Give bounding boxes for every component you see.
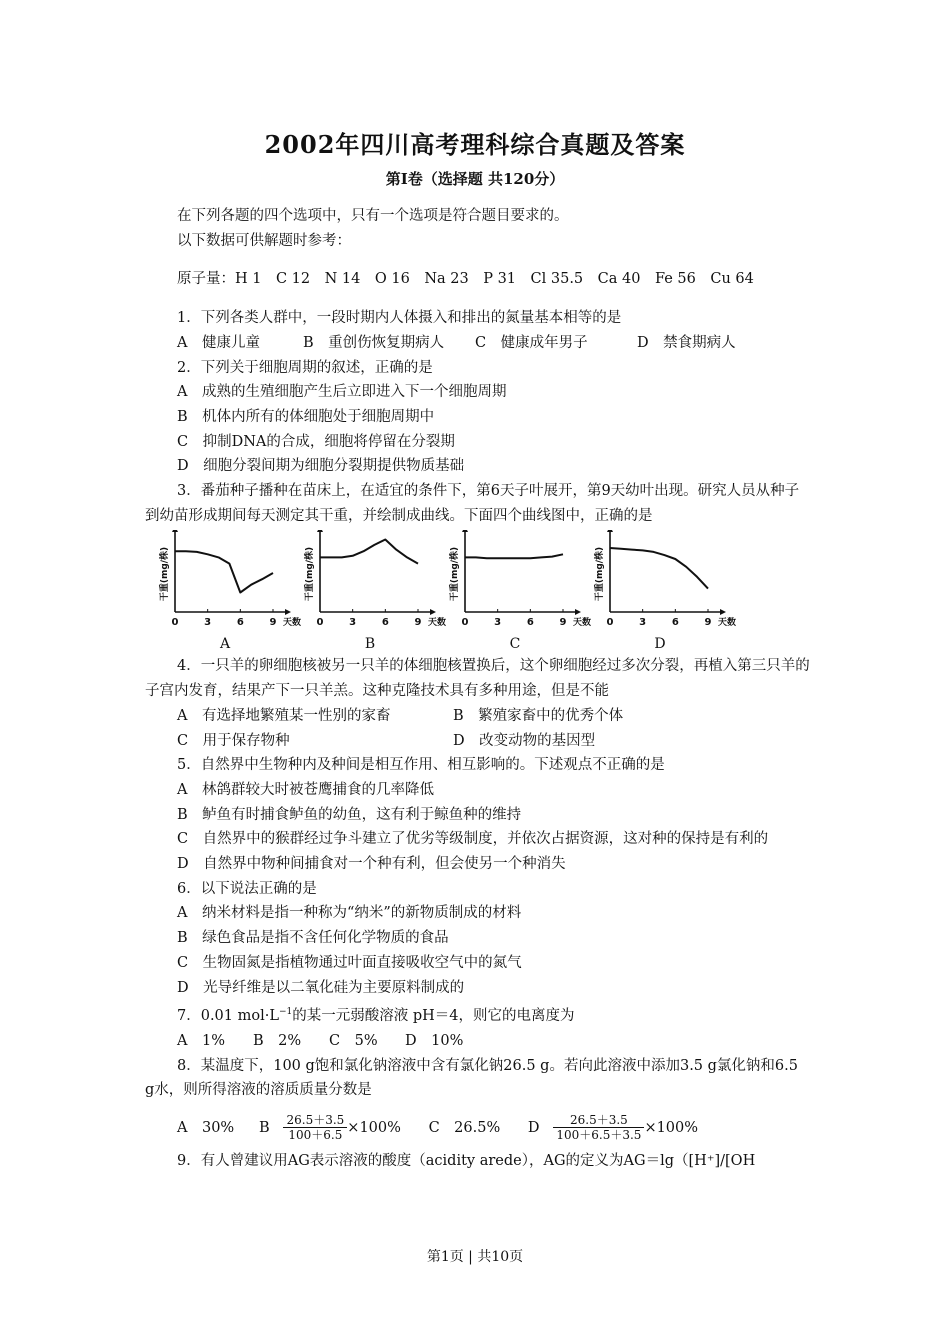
chart-a-tick-label-6: 6 bbox=[236, 617, 244, 629]
chart-b-caption: B bbox=[364, 636, 376, 653]
q8-option-d-fraction bbox=[553, 1113, 644, 1142]
q8-option-b-numerator: 26.5＋3.5 bbox=[283, 1113, 347, 1128]
q8-option-a: A 30% bbox=[177, 1119, 235, 1136]
q2-stem: 2．下列关于细胞周期的叙述，正确的是 bbox=[177, 359, 433, 376]
chart-c-tick-label-9: 9 bbox=[559, 617, 567, 629]
page-content bbox=[145, 204, 810, 1174]
chart-b-x-label: 天数 bbox=[428, 618, 447, 629]
chart-a-caption: A bbox=[219, 636, 231, 653]
chart-a-tick-label-9: 9 bbox=[269, 617, 277, 629]
page-footer: 第1页 | 共10页 bbox=[426, 1249, 524, 1265]
q8-option-b-fraction bbox=[283, 1113, 347, 1142]
q1-stem: 1．下列各类人群中，一段时期内人体摄入和排出的氮量基本相等的是 bbox=[177, 310, 622, 327]
q8-option-b-tail: ×100% bbox=[347, 1119, 401, 1136]
chart-b-tick-label-0: 0 bbox=[316, 617, 324, 629]
chart-a-tick-label-0: 0 bbox=[171, 617, 179, 629]
chart-d-tick-label-3: 3 bbox=[639, 617, 647, 629]
section-subtitle: 第Ⅰ卷（选择题 共120分） bbox=[385, 170, 565, 188]
chart-b-y-arrow bbox=[317, 530, 323, 532]
q1-options bbox=[145, 331, 810, 356]
chart-d-series-line bbox=[610, 548, 708, 589]
q4-options-row-1 bbox=[145, 704, 810, 729]
q8-option-d-tail: ×100% bbox=[644, 1119, 699, 1136]
q7-stem-a: 7．0.01 mol·L bbox=[177, 1008, 279, 1025]
q1-option-a: A 健康儿童 bbox=[177, 334, 260, 351]
atomic-mass-line: 原子量：H 1 C 12 N 14 O 16 Na 23 P 31 Cl 35.5 Ca 40 Fe 56 Cu 64 bbox=[177, 271, 754, 288]
chart-c-x-label: 天数 bbox=[573, 618, 592, 629]
q8-option-d-numerator: 26.5＋3.5 bbox=[553, 1113, 644, 1128]
q8-option-c: C 26.5% bbox=[428, 1119, 501, 1136]
chart-a-tick-label-3: 3 bbox=[204, 617, 212, 629]
q4-options-row-2 bbox=[145, 729, 810, 754]
q7-option-c: C 5% bbox=[329, 1032, 378, 1049]
q4-option-a: A 有选择地繁殖某一性别的家畜 bbox=[177, 707, 391, 724]
chart-c-y-label: 干重(mg/株) bbox=[450, 547, 460, 602]
q6-option-a: A 纳米材料是指一种称为“纳米”的新物质制成的材料 bbox=[177, 905, 522, 922]
chart-b-y-label: 干重(mg/株) bbox=[305, 547, 315, 602]
q3-chart-svg bbox=[145, 530, 810, 655]
chart-d-tick-label-0: 0 bbox=[606, 617, 614, 629]
q7-option-b: B 2% bbox=[253, 1032, 302, 1049]
chart-d-y-arrow bbox=[607, 530, 613, 532]
q1-option-d: D 禁食期病人 bbox=[637, 334, 736, 351]
chart-c-tick-label-6: 6 bbox=[526, 617, 534, 629]
q2-option-d: D 细胞分裂间期为细胞分裂期提供物质基础 bbox=[177, 458, 465, 475]
intro-line-2: 以下数据可供解题时参考： bbox=[177, 232, 351, 249]
q4-option-d: D 改变动物的基因型 bbox=[453, 732, 596, 749]
q3-charts bbox=[145, 530, 810, 653]
q5-option-c: C 自然界中的猴群经过争斗建立了优劣等级制度，并依次占据资源，这对种的保持是有利的 bbox=[177, 831, 769, 848]
chart-d-y-label: 干重(mg/株) bbox=[595, 547, 605, 602]
q8-option-b-denominator: 100＋6.5 bbox=[288, 1128, 343, 1143]
chart-b-tick-label-9: 9 bbox=[414, 617, 422, 629]
q2-option-c: C 抑制DNA的合成，细胞将停留在分裂期 bbox=[177, 433, 455, 450]
q8-option-b-label: B bbox=[259, 1119, 270, 1136]
q7-stem bbox=[145, 1000, 810, 1029]
chart-c-y-arrow bbox=[462, 530, 468, 532]
q1-option-b: B 重创伤恢复期病人 bbox=[303, 334, 445, 351]
q8-option-d-denominator: 100＋6.5＋3.5 bbox=[556, 1128, 642, 1143]
q2-option-b: B 机体内所有的体细胞处于细胞周期中 bbox=[177, 408, 435, 425]
q9-stem: 9．有人曾建议用AG表示溶液的酸度（acidity arede），AG的定义为AG＝lg（[H⁺]/[OH bbox=[177, 1152, 756, 1169]
chart-c-x-arrow bbox=[575, 609, 581, 615]
chart-b-series-line bbox=[320, 540, 418, 564]
q5-stem: 5．自然界中生物种内及种间是相互作用、相互影响的。下述观点不正确的是 bbox=[177, 757, 665, 774]
q4-stem: 4．一只羊的卵细胞核被另一只羊的体细胞核置换后，这个卵细胞经过多次分裂，再植入第三只羊的子宫内发育，结果产下一只羊羔。这种克隆技术具有多种用途，但是不能 bbox=[145, 658, 810, 700]
chart-c-tick-label-3: 3 bbox=[494, 617, 502, 629]
q2-option-a: A 成熟的生殖细胞产生后立即进入下一个细胞周期 bbox=[177, 384, 507, 401]
q6-option-c: C 生物固氮是指植物通过叶面直接吸收空气中的氮气 bbox=[177, 954, 522, 971]
q5-option-a: A 林鸽群较大时被苍鹰捕食的几率降低 bbox=[177, 781, 434, 798]
chart-a-x-label: 天数 bbox=[283, 618, 302, 629]
q5-option-d: D 自然界中物种间捕食对一个种有利，但会使另一个种消失 bbox=[177, 856, 566, 873]
q8-option-d-label: D bbox=[527, 1119, 540, 1136]
chart-c-caption: C bbox=[509, 636, 521, 653]
chart-b-x-arrow bbox=[430, 609, 436, 615]
page-title: 2002年四川高考理科综合真题及答案 bbox=[264, 130, 686, 159]
chart-b-tick-label-3: 3 bbox=[349, 617, 357, 629]
chart-c-tick-label-0: 0 bbox=[461, 617, 469, 629]
q4-option-c: C 用于保存物种 bbox=[177, 732, 290, 749]
q7-stem-sup: −1 bbox=[278, 1007, 293, 1018]
intro-line-1: 在下列各题的四个选项中，只有一个选项是符合题目要求的。 bbox=[177, 208, 569, 224]
q7-options bbox=[145, 1029, 810, 1054]
q6-stem: 6．以下说法正确的是 bbox=[177, 880, 317, 897]
chart-a-series-line bbox=[175, 552, 273, 593]
q6-option-b: B 绿色食品是指不含任何化学物质的食品 bbox=[177, 930, 449, 947]
chart-a-x-arrow bbox=[285, 609, 291, 615]
q3-stem: 3．番茄种子播种在苗床上，在适宜的条件下，第6天子叶展开，第9天幼叶出现。研究人员从种子到幼苗形成期间每天测定其干重，并绘制成曲线。下面四个曲线图中，正确的是 bbox=[145, 483, 800, 524]
q4-option-b: B 繁殖家畜中的优秀个体 bbox=[453, 707, 624, 724]
q8-options bbox=[145, 1111, 810, 1145]
q7-option-d: D 10% bbox=[405, 1032, 464, 1049]
chart-d-caption: D bbox=[654, 636, 666, 653]
chart-d-tick-label-6: 6 bbox=[671, 617, 679, 629]
q8-stem: 8．某温度下，100 g饱和氯化钠溶液中含有氯化钠26.5 g。若向此溶液中添加3.5 g氯化钠和6.5 g水，则所得溶液的溶质质量分数是 bbox=[145, 1057, 798, 1099]
q5-option-b: B 鲈鱼有时捕食鲈鱼的幼鱼，这有利于鲸鱼种的维持 bbox=[177, 806, 522, 823]
chart-a-y-label: 干重(mg/株) bbox=[160, 547, 170, 602]
chart-c-series-line bbox=[465, 555, 563, 559]
chart-d-x-label: 天数 bbox=[718, 618, 737, 629]
q1-option-c: C 健康成年男子 bbox=[475, 334, 588, 351]
chart-a-y-arrow bbox=[172, 530, 178, 532]
q7-stem-b: 的某一元弱酸溶液 pH＝4，则它的电离度为 bbox=[292, 1008, 575, 1025]
chart-d-tick-label-9: 9 bbox=[704, 617, 712, 629]
q6-option-d: D 光导纤维是以二氧化硅为主要原料制成的 bbox=[177, 979, 465, 996]
chart-b-tick-label-6: 6 bbox=[381, 617, 389, 629]
q7-option-a: A 1% bbox=[177, 1032, 225, 1049]
chart-d-x-arrow bbox=[720, 609, 726, 615]
